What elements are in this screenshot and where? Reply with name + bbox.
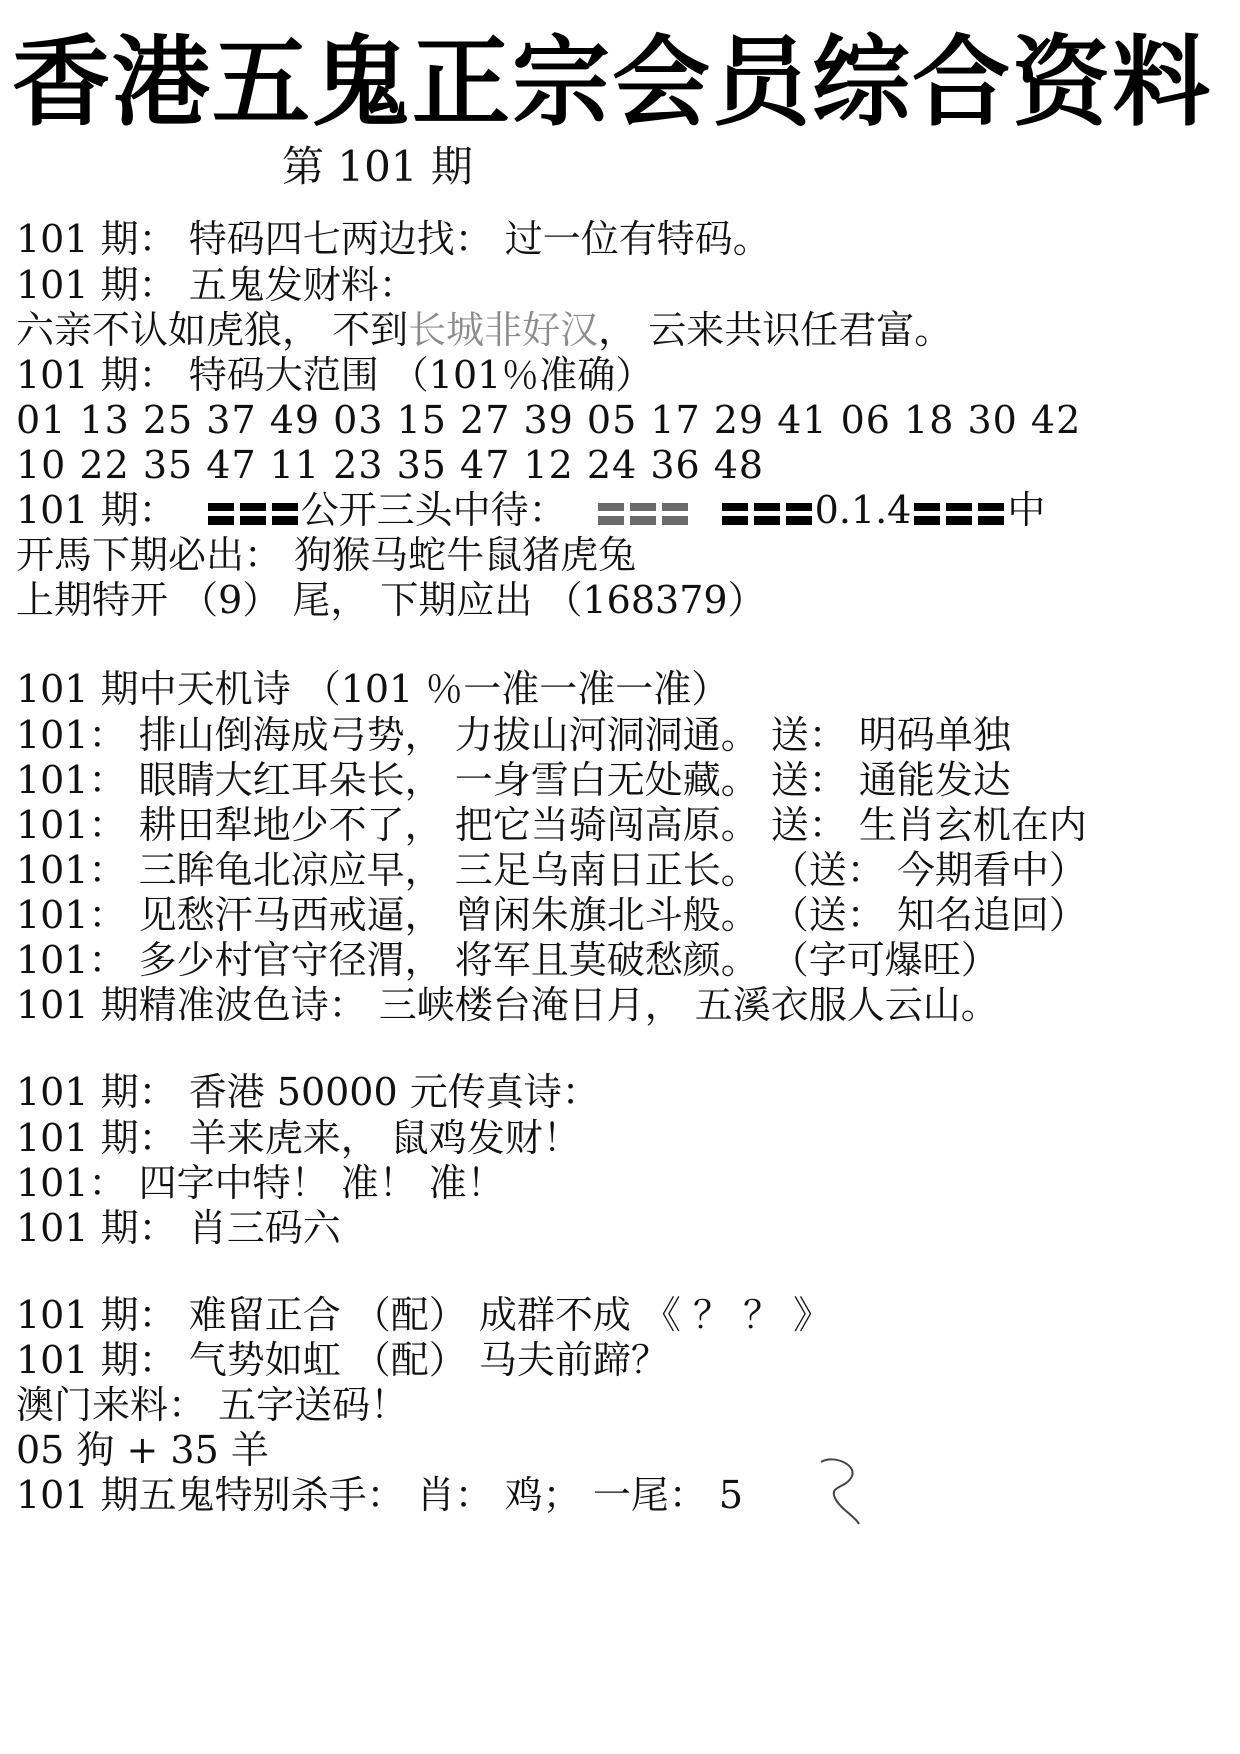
redaction-block [208, 503, 234, 525]
poem-line-6: 101： 多少村官守径渭， 将军且莫破愁颜。 （字可爆旺） [16, 938, 999, 982]
proverb-line [16, 305, 952, 355]
numbers-row-1: 01 13 25 37 49 03 15 27 39 05 17 29 41 06 18 30 42 [16, 398, 1082, 442]
redaction-block [754, 503, 780, 525]
redaction-block [978, 503, 1004, 525]
page-title: 香港五鬼正宗会员综合资料 [12, 26, 1213, 140]
riddle-line-2: 101 期： 气势如虹 （配） 马夫前蹄？ [16, 1338, 669, 1382]
wave-poem: 101 期精准波色诗： 三峡楼台淹日月， 五溪衣服人云山。 [16, 983, 999, 1027]
redaction-block [272, 503, 298, 525]
fax-poem-title: 101 期： 香港 50000 元传真诗： [16, 1070, 600, 1114]
redaction-block [722, 503, 748, 525]
proverb-part-1: 六亲不认如虎狼， 不到 [16, 308, 409, 352]
heads-line [16, 485, 1045, 535]
poem-title: 101 期中天机诗 （101 ％一准一准一准） [16, 667, 730, 711]
three-code-line: 101 期： 肖三码六 [16, 1206, 341, 1250]
heads-digits: 0.1.4 [814, 488, 912, 532]
fax-poem-line: 101 期： 羊来虎来， 鼠鸡发财！ [16, 1116, 581, 1160]
heads-mid: 公开三头中待： [300, 488, 567, 532]
poem-line-5: 101： 见愁汗马西戒逼， 曾闲朱旗北斗般。 （送： 知名追回） [16, 893, 1087, 937]
redaction-block [240, 503, 266, 525]
redaction-block [946, 503, 972, 525]
zodiac-line: 开馬下期必出： 狗猴马蛇牛鼠猪虎兔 [16, 533, 637, 577]
redaction-block [630, 503, 656, 525]
four-char-line: 101： 四字中特！ 准！ 准！ [16, 1161, 505, 1205]
proverb-part-3: ， 云来共识任君富。 [598, 308, 953, 352]
redaction-block [914, 503, 940, 525]
riddle-line-1: 101 期： 难留正合 （配） 成群不成 《 ？ ？ 》 [16, 1293, 832, 1337]
issue-number: 第 101 期 [282, 142, 473, 191]
redaction-block [786, 503, 812, 525]
numbers-row-2: 10 22 35 47 11 23 35 47 12 24 36 48 [16, 443, 765, 487]
redaction-block [662, 503, 688, 525]
macau-line: 澳门来料： 五字送码！ [16, 1383, 409, 1427]
tip-line-1: 101 期： 特码四七两边找： 过一位有特码。 [16, 217, 771, 261]
poem-line-4: 101： 三眸龟北凉应早， 三足乌南日正长。 （送： 今期看中） [16, 848, 1087, 892]
poem-line-2: 101： 眼睛大红耳朵长， 一身雪白无处藏。 送： 通能发达 [16, 758, 1011, 802]
range-title: 101 期： 特码大范围 （101％准确） [16, 353, 654, 397]
heads-prefix: 101 期： [16, 488, 177, 532]
killer-line: 101 期五鬼特别杀手： 肖： 鸡； 一尾： 5 [16, 1473, 744, 1517]
heads-end: 中 [1007, 488, 1046, 532]
proverb-part-2: 长城非好汉 [408, 308, 599, 352]
poem-line-3: 101： 耕田犁地少不了， 把它当骑闯高原。 送： 生肖玄机在内 [16, 803, 1087, 847]
tip-line-2: 101 期： 五鬼发财料： [16, 263, 417, 307]
redaction-block [598, 503, 624, 525]
macau-codes: 05 狗 + 35 羊 [16, 1428, 269, 1472]
poem-line-1: 101： 排山倒海成弓势， 力拔山河洞洞通。 送： 明码单独 [16, 713, 1011, 757]
tail-line: 上期特开 （9） 尾， 下期应出 （168379） [16, 578, 766, 622]
scribble-mark [815, 1456, 863, 1528]
